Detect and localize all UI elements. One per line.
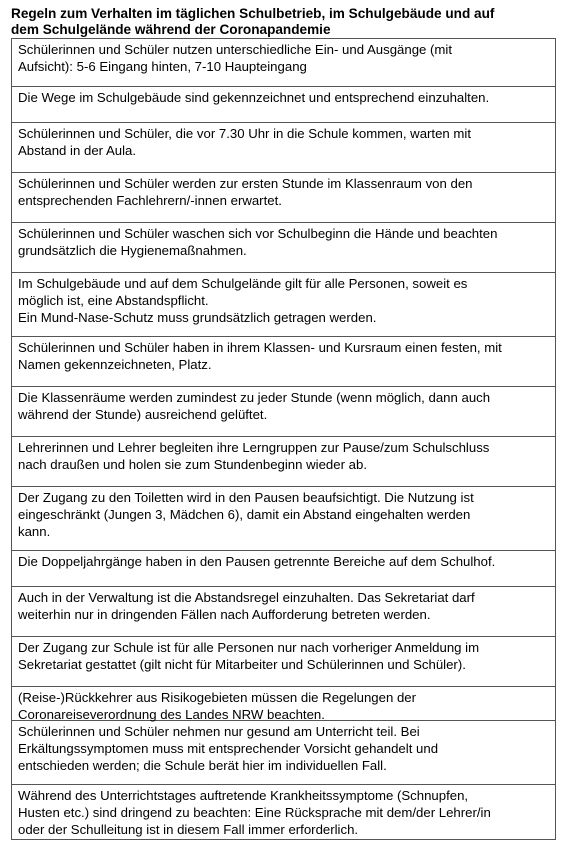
rules-table xyxy=(11,38,556,840)
rule-text-line: Schülerinnen und Schüler, die vor 7.30 Uhr in die Schule kommen, warten mit xyxy=(18,126,472,141)
rule-text-line: eingeschränkt (Jungen 3, Mädchen 6), damit ein Abstand eingehalten werden xyxy=(18,507,471,522)
rule-row xyxy=(12,437,555,487)
rule-row xyxy=(12,173,555,223)
rule-text-line: Lehrerinnen und Lehrer begleiten ihre Lerngruppen zur Pause/zum Schulschluss xyxy=(18,440,490,455)
rule-text-line: nach draußen und holen sie zum Stundenbeginn wieder ab. xyxy=(18,457,367,472)
rule-text-line: Namen gekennzeichneten, Platz. xyxy=(18,357,212,372)
rule-text-line: Abstand in der Aula. xyxy=(18,143,137,158)
rule-text-line: Schülerinnen und Schüler nehmen nur gesund am Unterricht teil. Bei xyxy=(18,724,420,739)
rule-text-line: Schülerinnen und Schüler werden zur ersten Stunde im Klassenraum von den xyxy=(18,176,473,191)
rule-text-line: Schülerinnen und Schüler haben in ihrem Klassen- und Kursraum einen festen, mit xyxy=(18,340,502,355)
rule-text-line: Husten etc.) sind dringend zu beachten: Eine Rücksprache mit dem/der Lehrer/in xyxy=(18,805,491,820)
rule-text-line: Auch in der Verwaltung ist die Abstandsregel einzuhalten. Das Sekretariat darf xyxy=(18,590,475,605)
rule-text-line: während der Stunde) ausreichend gelüftet. xyxy=(18,407,268,422)
document-title xyxy=(11,6,556,38)
rule-row xyxy=(12,337,555,387)
rule-text-line: Schülerinnen und Schüler nutzen unterschiedliche Ein- und Ausgänge (mit xyxy=(18,42,452,57)
rule-text-line: Der Zugang zur Schule ist für alle Personen nur nach vorheriger Anmeldung im xyxy=(18,640,480,655)
rule-row xyxy=(12,551,555,587)
rule-text-line: Erkältungssymptomen muss mit entsprechender Vorsicht gehandelt und xyxy=(18,741,439,756)
rule-text-line: (Reise-)Rückkehrer aus Risikogebieten müssen die Regelungen der xyxy=(18,690,417,705)
rule-row xyxy=(12,273,555,337)
rule-text-line: oder der Schulleitung ist in diesem Fall immer erforderlich. xyxy=(18,822,359,837)
rule-text-line: Ein Mund-Nase-Schutz muss grundsätzlich getragen werden. xyxy=(18,310,377,325)
rule-row xyxy=(12,637,555,687)
rule-row xyxy=(12,687,555,721)
title-line-2: dem Schulgelände während der Coronapandemie xyxy=(11,22,331,37)
rule-text-line: kann. xyxy=(18,524,51,539)
rule-text-line: Der Zugang zu den Toiletten wird in den Pausen beaufsichtigt. Die Nutzung ist xyxy=(18,490,474,505)
title-line-1: Regeln zum Verhalten im täglichen Schulbetrieb, im Schulgebäude und auf xyxy=(11,6,495,21)
rule-row xyxy=(12,87,555,123)
rule-text-line: Die Wege im Schulgebäude sind gekennzeichnet und entsprechend einzuhalten. xyxy=(18,90,490,105)
rule-text-line: Die Klassenräume werden zumindest zu jeder Stunde (wenn möglich, dann auch xyxy=(18,390,491,405)
rule-text-line: grundsätzlich die Hygienemaßnahmen. xyxy=(18,243,247,258)
rule-row xyxy=(12,721,555,785)
rule-row xyxy=(12,387,555,437)
rule-row xyxy=(12,785,555,840)
rule-text-line: Sekretariat gestattet (gilt nicht für Mitarbeiter und Schülerinnen und Schüler). xyxy=(18,657,466,672)
rule-text-line: entsprechenden Fachlehrern/-innen erwartet. xyxy=(18,193,282,208)
rule-text-line: entschieden werden; die Schule berät hier im individuellen Fall. xyxy=(18,758,387,773)
rule-text-line: Die Doppeljahrgänge haben in den Pausen getrennte Bereiche auf dem Schulhof. xyxy=(18,554,496,569)
rule-row xyxy=(12,487,555,551)
rule-row xyxy=(12,587,555,637)
rule-text-line: Während des Unterrichtstages auftretende Krankheitssymptome (Schnupfen, xyxy=(18,788,469,803)
rule-row xyxy=(12,223,555,273)
rule-row xyxy=(12,123,555,173)
rule-text-line: Aufsicht): 5-6 Eingang hinten, 7-10 Haupteingang xyxy=(18,59,307,74)
rule-row xyxy=(12,39,555,87)
rule-text-line: Coronareiseverordnung des Landes NRW beachten. xyxy=(18,707,325,722)
rule-text-line: weiterhin nur in dringenden Fällen nach Aufforderung betreten werden. xyxy=(18,607,431,622)
rule-text-line: möglich ist, eine Abstandspflicht. xyxy=(18,293,209,308)
rule-text-line: Schülerinnen und Schüler waschen sich vor Schulbeginn die Hände und beachten xyxy=(18,226,498,241)
rule-text-line: Im Schulgebäude und auf dem Schulgelände gilt für alle Personen, soweit es xyxy=(18,276,468,291)
